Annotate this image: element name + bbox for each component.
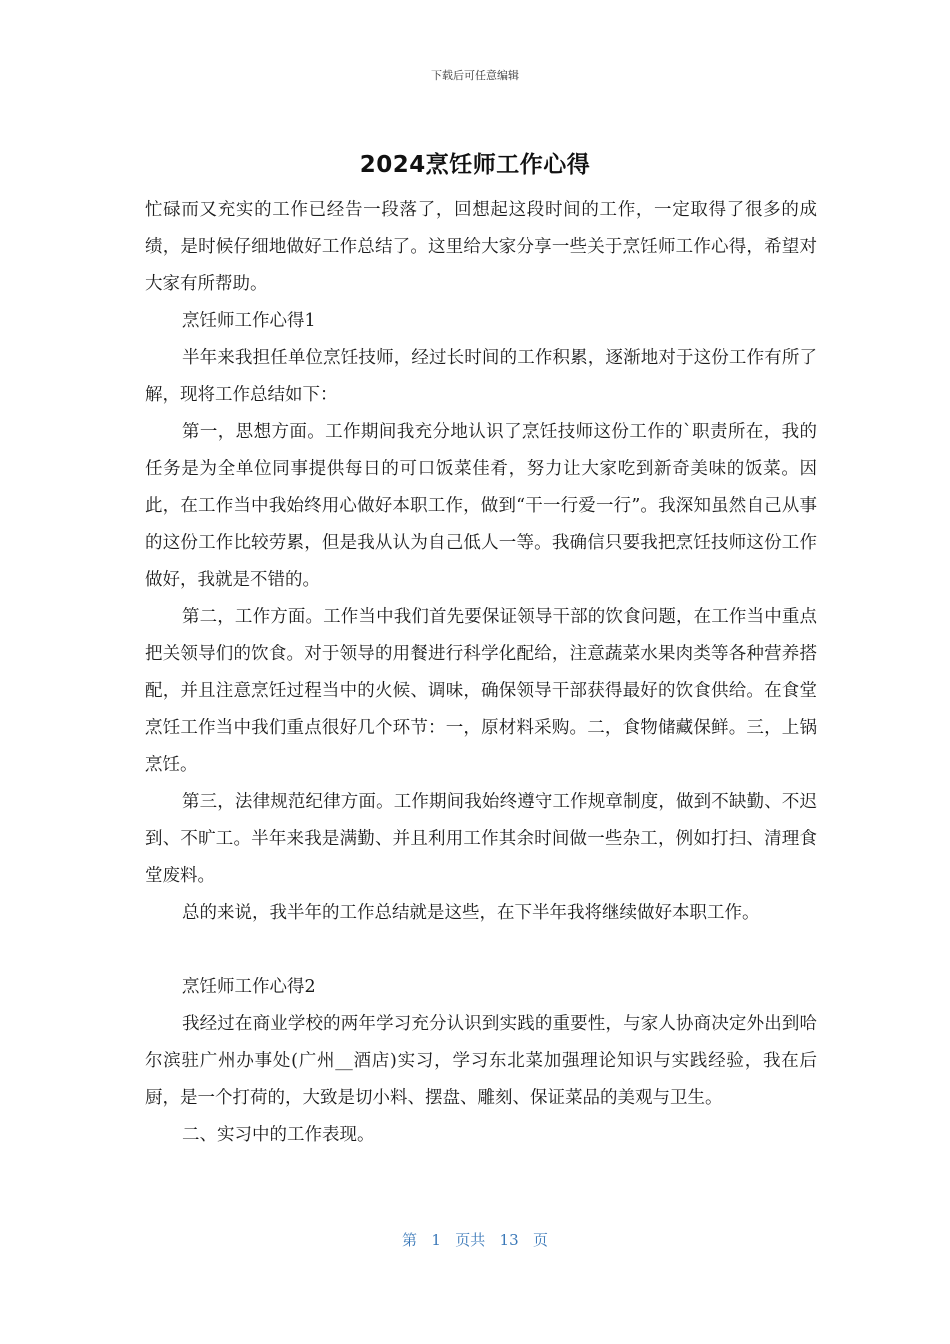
body-paragraph: 第三，法律规范纪律方面。工作期间我始终遵守工作规章制度，做到不缺勤、不迟到、不旷工。半年来我是满勤、并且利用工作其余时间做一些杂工，例如打扫、清理食堂废料。	[145, 792, 817, 886]
section-heading-1: 烹饪师工作心得1	[182, 311, 316, 331]
intro-paragraph: 忙碌而又充实的工作已经告一段落了，回想起这段时间的工作，一定取得了很多的成绩，是时候仔细地做好工作总结了。这里给大家分享一些关于烹饪师工作心得，希望对大家有所帮助。	[145, 200, 817, 294]
footer-total-pages: 13	[499, 1231, 519, 1249]
document-body	[145, 192, 817, 1154]
body-paragraph: 二、实习中的工作表现。	[182, 1125, 375, 1145]
body-paragraph: 第二，工作方面。工作当中我们首先要保证领导干部的饮食问题，在工作当中重点把关领导们的饮食。对于领导的用餐进行科学化配给，注意蔬菜水果肉类等各种营养搭配，并且注意烹饪过程当中的火候、调味，确保领导干部获得最好的饮食供给。在食堂烹饪工作当中我们重点很好几个环节：一，原材料采购。二，食物储藏保鲜。三，上锅烹饪。	[145, 607, 817, 775]
body-paragraph: 总的来说，我半年的工作总结就是这些，在下半年我将继续做好本职工作。	[182, 903, 760, 923]
body-paragraph: 第一，思想方面。工作期间我充分地认识了烹饪技师这份工作的`职责所在，我的任务是为全单位同事提供每日的可口饭菜佳肴，努力让大家吃到新奇美味的饭菜。因此，在工作当中我始终用心做好本职工作，做到“干一行爱一行”。我深知虽然自己从事的这份工作比较劳累，但是我从认为自己低人一等。我确信只要我把烹饪技师这份工作做好，我就是不错的。	[145, 422, 817, 590]
header-note: 下载后可任意编辑	[431, 69, 519, 82]
footer-end-word: 页	[532, 1231, 548, 1249]
footer-page-word: 第	[402, 1231, 418, 1249]
body-paragraph: 半年来我担任单位烹饪技师，经过长时间的工作积累，逐渐地对于这份工作有所了解，现将工作总结如下：	[145, 348, 817, 405]
section-heading-2: 烹饪师工作心得2	[182, 977, 316, 997]
document-title: 2024烹饪师工作心得	[359, 152, 591, 178]
page-footer	[0, 1229, 950, 1250]
body-paragraph: 我经过在商业学校的两年学习充分认识到实践的重要性，与家人协商决定外出到哈尔滨驻广州办事处(广州__酒店)实习，学习东北菜加强理论知识与实践经验，我在后厨，是一个打荷的，大致是切小料、摆盘、雕刻、保证菜品的美观与卫生。	[145, 1014, 817, 1108]
paragraph-gap	[145, 932, 817, 969]
footer-total-word: 页共	[455, 1231, 486, 1249]
footer-page-number: 1	[431, 1231, 441, 1249]
